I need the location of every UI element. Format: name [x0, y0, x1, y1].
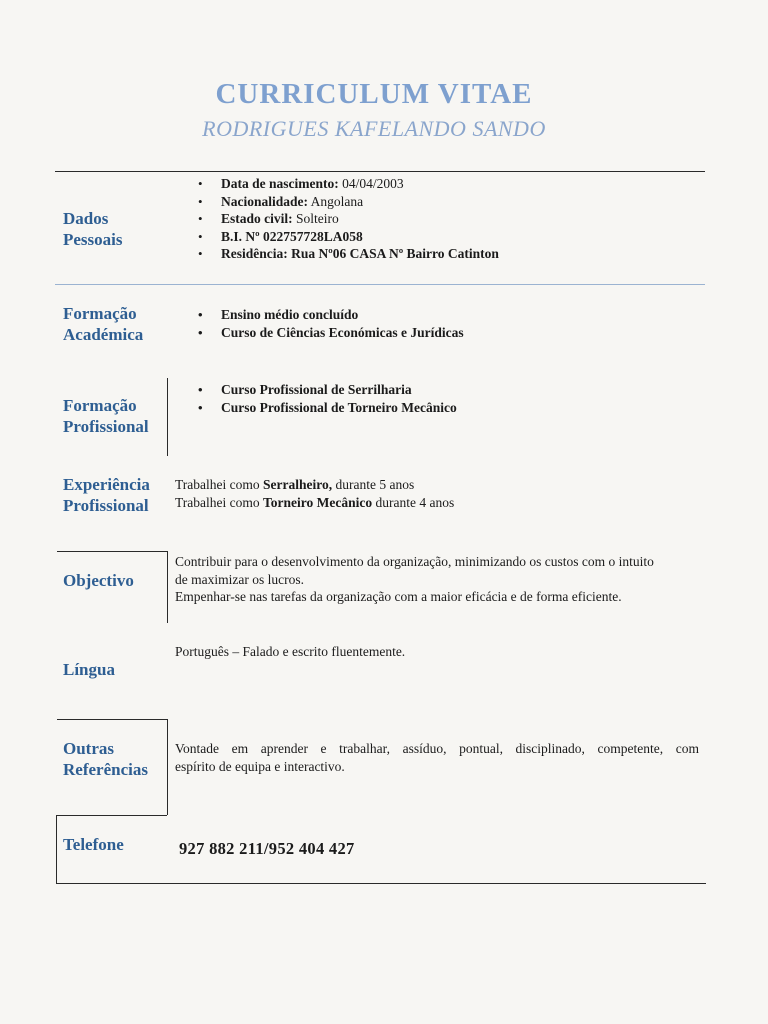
other-references-text: Vontade em aprender e trabalhar, assíduo, pontual, disciplinado, competente, com espírito de equipa e interactivo. — [175, 741, 699, 774]
list-item: • B.I. Nº 022757728LA058 — [195, 228, 675, 246]
references-top-border — [57, 719, 167, 720]
objective-side-border — [167, 551, 168, 623]
candidate-name: RODRIGUES KAFELANDO SANDO — [202, 116, 546, 141]
list-item: • Curso Profissional de Torneiro Mecânico — [195, 399, 675, 417]
objective-heading: Objectivo — [63, 571, 134, 590]
academic-training-heading: Formação Académica — [63, 304, 144, 344]
experience-text — [175, 476, 675, 511]
prof-training-divider — [167, 378, 168, 456]
personal-data-list — [195, 175, 675, 263]
professional-training-list — [195, 381, 675, 416]
list-item: • Residência: Rua Nº06 CASA Nº Bairro Catinton — [195, 245, 675, 263]
experience-heading: Experiência Profissional — [63, 475, 150, 515]
language-text: Português – Falado e escrito fluentemente. — [175, 644, 406, 659]
experience-line: Trabalhei como Torneiro Mecânico durante 4 anos — [175, 494, 455, 510]
list-item: • Curso de Ciências Económicas e Jurídicas — [195, 324, 675, 342]
top-divider — [55, 171, 705, 172]
professional-training-heading: Formação Profissional — [63, 396, 149, 436]
list-item: • Estado civil: Solteiro — [195, 210, 675, 228]
objective-top-border — [57, 551, 167, 552]
list-item: • Curso Profissional de Serrilharia — [195, 381, 675, 399]
list-item: • Data de nascimento: 04/04/2003 — [195, 175, 675, 193]
document-title: CURRICULUM VITAE — [215, 78, 533, 110]
phone-number: 927 882 211/952 404 427 — [179, 839, 355, 858]
list-item: • Ensino médio concluído — [195, 306, 675, 324]
references-side-border — [167, 719, 168, 815]
personal-data-heading: Dados Pessoais — [63, 209, 123, 249]
experience-line: Trabalhei como Serralheiro, durante 5 anos — [175, 477, 415, 492]
phone-heading: Telefone — [63, 835, 124, 854]
phone-left-border — [56, 815, 57, 883]
other-references-heading: Outras Referências — [63, 739, 148, 779]
objective-text: Contribuir para o desenvolvimento da organização, minimizando os custos com o intuito de maximizar os lucros. Empenhar-se nas tarefas da organização com a maior eficácia e de forma eficiente. — [175, 554, 654, 604]
personal-divider — [55, 284, 705, 285]
academic-training-list — [195, 306, 675, 341]
list-item: • Nacionalidade: Angolana — [195, 193, 675, 211]
bottom-divider — [56, 883, 706, 884]
references-bottom-border — [57, 815, 167, 816]
language-heading: Língua — [63, 660, 115, 679]
